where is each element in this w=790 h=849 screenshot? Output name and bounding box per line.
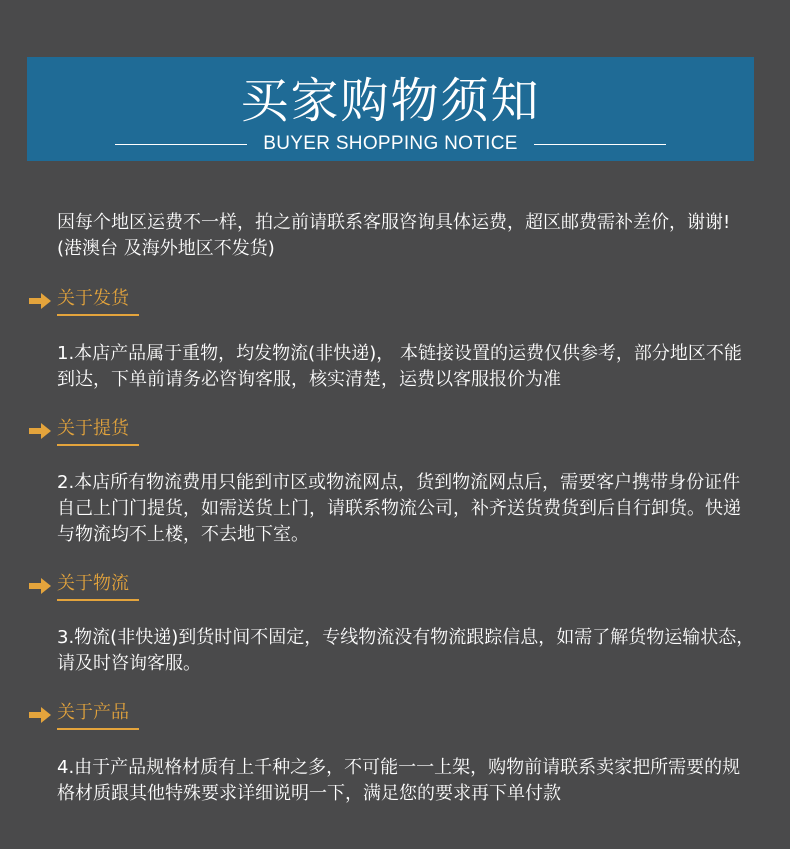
intro-text: 因每个地区运费不一样，拍之前请联系客服咨询具体运费，超区邮费需补差价，谢谢! (港澳台 及海外地区不发货): [57, 212, 731, 259]
section-body-logistics: 3.物流(非快递)到货时间不固定，专线物流没有物流跟踪信息，如需了解货物运输状态，请及时咨询客服。: [57, 627, 755, 674]
banner-subtitle-row: [27, 131, 754, 157]
title-banner: [27, 57, 754, 161]
banner-subtitle: BUYER SHOPPING NOTICE: [263, 133, 518, 154]
section-heading-label: 关于提货: [57, 416, 139, 446]
section-body-shipping: 1.本店产品属于重物，均发物流(非快递)， 本链接设置的运费仅供参考，部分地区不能到达，下单前请务必咨询客服，核实清楚，运费以客服报价为准: [57, 343, 742, 390]
arrow-right-icon: [29, 578, 51, 594]
arrow-right-icon: [29, 293, 51, 309]
section-body-product: 4.由于产品规格材质有上千种之多，不可能一一上架，购物前请联系卖家把所需要的规格材质跟其他特殊要求详细说明一下，满足您的要求再下单付款: [57, 757, 741, 804]
arrow-right-icon: [29, 423, 51, 439]
section-heading-label: 关于物流: [57, 571, 139, 601]
section-heading-label: 关于产品: [57, 700, 139, 730]
section-heading-pickup: [29, 416, 139, 446]
banner-title: 买家购物须知: [240, 73, 541, 129]
section-body-pickup: 2.本店所有物流费用只能到市区或物流网点，货到物流网点后，需要客户携带身份证件自己上门门提货，如需送货上门，请联系物流公司，补齐送货费货到后自行卸货。快递与物流均不上楼，不去地下室。: [57, 472, 741, 545]
section-heading-logistics: [29, 571, 139, 601]
section-heading-shipping: [29, 286, 139, 316]
arrow-right-icon: [29, 707, 51, 723]
section-heading-product: [29, 700, 139, 730]
subtitle-right-line: [534, 144, 666, 145]
subtitle-left-line: [115, 144, 247, 145]
section-heading-label: 关于发货: [57, 286, 139, 316]
